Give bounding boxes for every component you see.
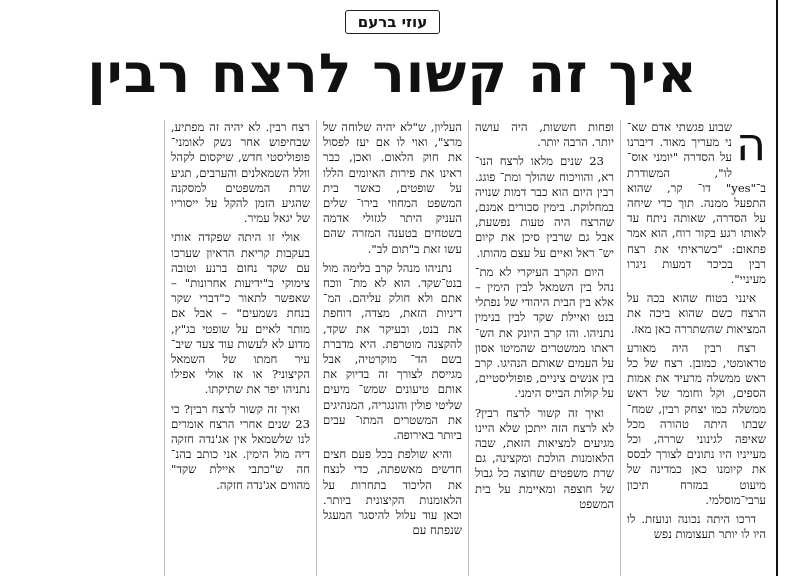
- paragraph: שבוע פגשתי אדם שא־ ני מעריך מאוד. דיברנו על הסדרה "יומני אוס־ לו", המשודרת ב־"yes" דו־ קר, שהוא התפעל ממנה. תוך כדי שיחה על הסדרה, שאותה ניתח עד לאותו רגע בקור רוח, הוא אמר פתאום: "כשראיתי את רצח רבין בכיכר דמעות ניגרו מעיניי".: [627, 120, 766, 287]
- paragraph: ואיך זה קשור לרצח רבין? לא לרצח הזה ייתכן שלא היינו מגיעים למציאות הזאת, שבה הלאומנות הולכת ומקצינה, גם שרת משפטים שחוצה כל גבול של חוצפה ומאיימת על בית המשפט: [475, 405, 614, 511]
- paragraph: ופחות חששות, היה עושה יותר. הרבה יותר.: [475, 120, 614, 150]
- article-column-4: [164, 120, 316, 576]
- article-headline: איך זה קשור לרצח רבין: [87, 42, 698, 105]
- drop-cap: ה: [735, 120, 766, 171]
- paragraph: אולי זו היתה שפקדה אותי בעקבות קריאת הראיון שערכו עם שקד נחום ברנע וטובה צימוקי ב"ידיעות אחרונות" – שאפשר לתאור כ"דברי שקר בנחת נשמעים" – אבל אם מותר לאיים על שופטי בג"ץ, מדוע לא לעשות עוד צעד שיב־ עיר חמתו של השמאל הקיצוני? או אז אולי אפילו נתניהו יפר את שתיקתו.: [171, 230, 310, 397]
- paragraph: נתניהו מנהל קרב בלימה מול בנט־שקד. הוא לא מת־ ווכח אתם ולא חולק עליהם. המ־ דיניות הזאת, מצדה, דוחפת את בנט, ובעיקר את שקד, להקצנה מוטרפת. היא מדברת בשם הד־ מוקרטיה, אבל מגייסת לצורך זה בדיוק את אותם טיעונים שמש־ מיעים שליטי פולין והונגריה, המנהיגים את המשטרים המתו־ עבים ביותר באירופה.: [323, 260, 462, 443]
- article-columns: [12, 120, 772, 576]
- page-edge-rule: [776, 0, 778, 576]
- article-column-2: [468, 120, 620, 576]
- paragraph: דרכו היתה נכונה ונועזת. לו היו לו יותר תעצומות נפש: [627, 512, 766, 542]
- paragraph: אינני בטוח שהוא בכה על הרצח כשם שהוא ביכה את המציאות שהשתררה כאן מאז.: [627, 291, 766, 336]
- article-column-1: [620, 120, 772, 576]
- paragraph: רצח רבין היה מאורע טראומטי, כמובן. רצח של כל ראש ממשלה מרעיד את אמות הספים, וקל וחומר של ראש ממשלה כמו יצחק רבין, שמח־ שבתו היתה טהורה מכל שאיפה לגינוני שררה, וכל מעייניו היו נתונים לצורך לבסס את קיומנו כאן כמדינה של מיעוט במזרח תיכון ערבי־מוסלמי.: [627, 340, 766, 507]
- paragraph: ואיך זה קשור לרצח רבין? כי 23 שנים אחרי הרצח אומרים לנו שלשמאל אין אג'נדה חזקה דיה מול הימין. אני כותב בהנ־ חה ש"כתבי איילת שקד" מהווים אג'נדה חזקה.: [171, 401, 310, 492]
- article-column-3: [316, 120, 468, 576]
- author-byline: עוזי ברעם: [345, 10, 440, 34]
- byline-container: [0, 10, 785, 34]
- paragraph: 23 שנים מלאו לרצח הנו־ רא, והוויכוח שהולך ומת־ פוגג. רבין היום הוא כבר דמות שנויה במחלוקת. בימין סבורים אמנם, שהרצח היה טעות נפשעת, אבל גם שרבין סיכן את קיום יש־ ראל ואיים על עצם מהותו.: [475, 154, 614, 260]
- paragraph: העליון, ש"לא יהיה שלוחה של מרצ", ואוי לו אם יעז לפסול את חוק הלאום. ואכן, כבר ראינו את פירות האיומים הללו על שופטים, כאשר בית המשפט המחוזי בירו־ שלים העניק היתר לגזולי אדמה בשטחים בטענה המזרה שהם עשו זאת ב"תום לב".: [323, 120, 462, 256]
- article-column-5: [12, 120, 164, 576]
- paragraph: היום הקרב העיקרי לא מת־ נהל בין השמאל לבין הימין – אלא בין הבית היהודי של נפתלי בנט ואיילת שקד לבין בנימין נתניהו. והו קרב היונק את הש־ ראתו ממשטרים שהמיטו אסון על העמים שאותם הנהיגו. קרב בין אנשים ציניים, פופוליסטיים, על קולות הבייס הימני.: [475, 264, 614, 401]
- paragraph: רצח רבין. לא יהיה זה מפתיע, שבחיפוש אחר נשק לאומני־ פופוליסטי חדש, שיקסום לקהל וולל השמאלנים והערבים, תגיע שרת המשפטים למסקנה שהגיע הזמן להקל על ייסוריו של יגאל עמיר.: [171, 120, 310, 226]
- paragraph: והיא שולפת בכל פעם חצים חדשים מאשפתה, כדי לנצח את הליכוד בתחרות על הלאומנות הקיצונית ביותר. וכאן עוד עלול להיסגר המעגל שנפתח עם: [323, 447, 462, 538]
